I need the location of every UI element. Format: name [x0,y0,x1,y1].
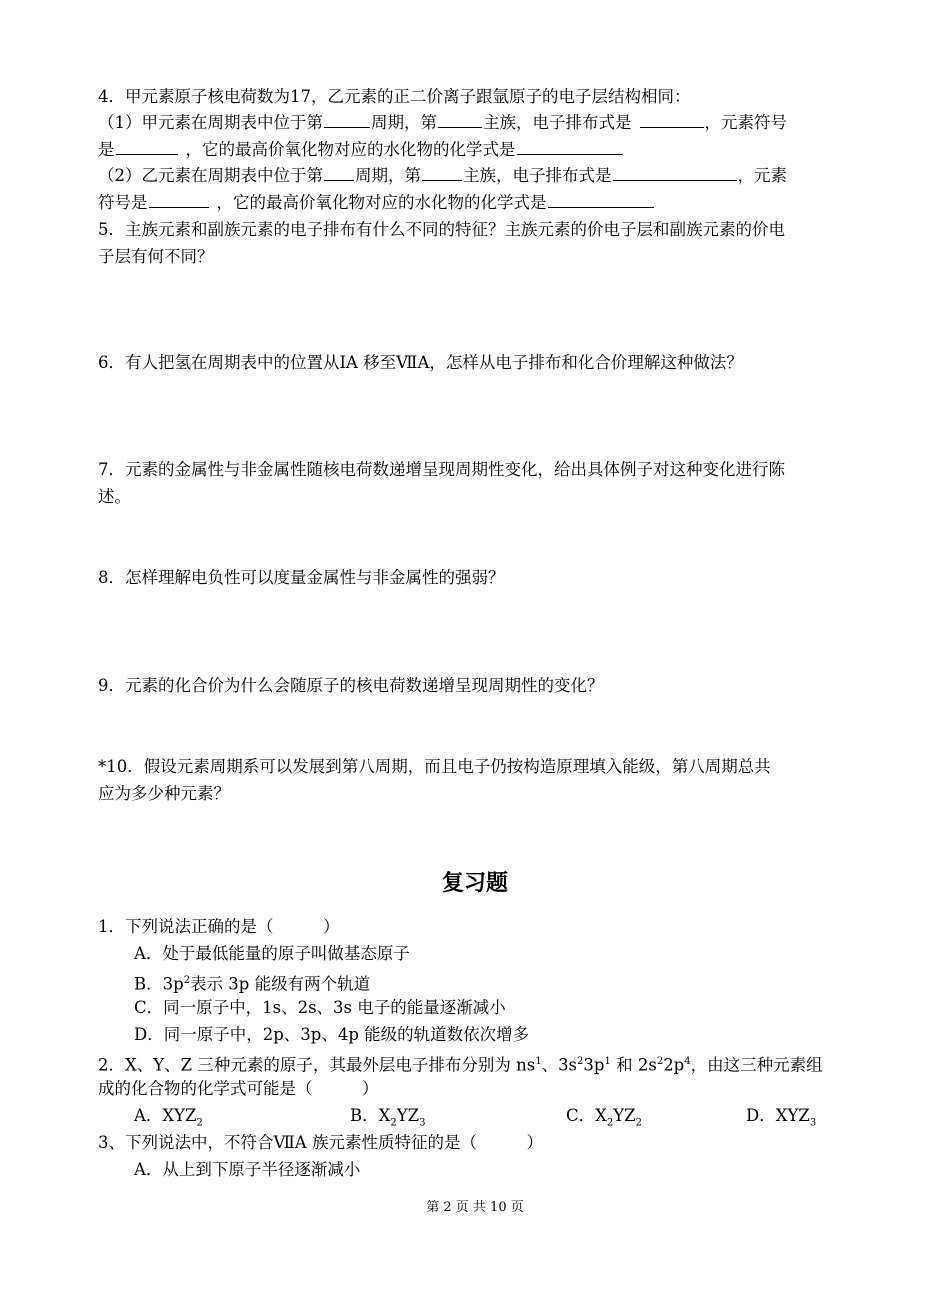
r2-sup: 2 [656,1056,664,1067]
q4-part1-line1 [98,110,787,136]
r3-option-a[interactable]: A．从上到下原子半径逐渐减小 [134,1160,361,1179]
answer-blank[interactable] [640,110,704,128]
q4-part2-line2 [98,190,655,216]
q4-part2-line1 [98,163,787,189]
answer-blank[interactable] [517,137,623,155]
r1-b-text2: 表示 3p 能级有两个轨道 [190,974,371,994]
answer-blank[interactable] [548,190,654,208]
r1-option-b[interactable] [134,968,370,998]
q4-p2-text-c: 主族，电子排布式是 [463,166,612,185]
review-section-title: 复习题 [441,871,508,896]
r2-sup: 4 [684,1056,691,1067]
q7-line2: 述。 [98,487,131,506]
r2-text: 2．X、Y、Z 三种元素的原子，其最外层电子排布分别为 ns [98,1055,536,1075]
q10-line1: *10．假设元素周期系可以发展到第八周期，而且电子仍按构造原理填入能级，第八周期总共 [98,757,771,776]
answer-blank[interactable] [324,110,370,128]
r2-a-text: A．XYZ [134,1106,197,1125]
r2-option-d[interactable] [746,1103,816,1136]
q4-stem: 4．甲元素原子核电荷数为17，乙元素的正二价离子跟氩原子的电子层结构相同： [98,87,691,106]
r1-option-d[interactable]: D．同一原子中，2p、3p、4p 能级的轨道数依次增多 [134,1025,530,1044]
answer-blank[interactable] [438,110,482,128]
answer-blank[interactable] [613,163,737,181]
r2-text: 2p [663,1055,685,1075]
answer-blank[interactable] [149,190,209,208]
q8-text: 8．怎样理解电负性可以度量金属性与非金属性的强弱？ [98,568,505,587]
q4-p2-text-d: ，元素 [737,166,787,185]
r2-c-text: C．X [566,1106,607,1125]
q4-p1-text-e: 是 [98,140,115,159]
r2-text: 3p [583,1055,605,1075]
r1-stem: 1．下列说法正确的是（ ） [98,917,340,936]
r2-sup: 1 [604,1056,611,1067]
r1-b-sup: 2 [183,975,191,986]
q4-p1-text-c: 主族，电子排布式是 [483,113,632,132]
q10-line2: 应为多少种元素？ [98,784,230,803]
q5-line1: 5．主族元素和副族元素的电子排布有什么不同的特征？主族元素的价电子层和副族元素的价电 [98,220,785,239]
r2-line1 [98,1049,823,1079]
q4-p1-text-f: ，它的最高价氧化物对应的水化物的化学式是 [185,140,516,159]
r2-b-sub2: 3 [419,1117,426,1129]
r3-stem: 3、下列说法中，不符合ⅦA 族元素性质特征的是（ ） [98,1133,543,1152]
q5-line2: 子层有何不同？ [98,247,214,266]
r2-text: 和 2s [610,1055,657,1075]
r2-b-sub: 2 [390,1117,397,1129]
r2-d-text: D．XYZ [746,1106,810,1125]
answer-blank[interactable] [324,163,354,181]
r2-c-sub2: 2 [635,1117,642,1129]
r2-b-text: B．X [350,1106,391,1125]
q4-p2-text-b: 周期，第 [355,166,421,185]
q4-p2-text-a: （2）乙元素在周期表中位于第 [98,166,323,185]
q4-p2-text-f: ，它的最高价氧化物对应的水化物的化学式是 [216,193,547,212]
answer-blank[interactable] [422,163,462,181]
r2-line2: 成的化合物的化学式可能是（ ） [98,1079,379,1098]
r2-text: ，由这三种元素组 [690,1055,823,1075]
q4-p1-text-b: 周期，第 [371,113,437,132]
q4-p2-text-e: 符号是 [98,193,148,212]
r2-c-sub: 2 [606,1117,614,1129]
r2-d-sub: 3 [809,1117,817,1129]
r1-option-c[interactable]: C．同一原子中，1s、2s、3s 电子的能量逐渐减小 [134,998,506,1017]
r1-option-a[interactable]: A．处于最低能量的原子叫做基态原子 [134,944,410,963]
page-number-footer: 第 2 页 共 10 页 [426,1200,524,1215]
q9-text: 9．元素的化合价为什么会随原子的核电荷数递增呈现周期性的变化？ [98,676,604,695]
q6-text: 6．有人把氢在周期表中的位置从ⅠA 移至ⅦA，怎样从电子排布和化合价理解这种做法？ [98,353,743,372]
q4-p1-text-d: ，元素符号 [704,113,787,132]
q4-part1-line2 [98,137,624,163]
q7-line1: 7．元素的金属性与非金属性随核电荷数递增呈现周期性变化，给出具体例子对这种变化进行陈 [98,460,785,479]
r2-option-c[interactable] [566,1103,642,1136]
r2-b-text2: YZ [396,1106,420,1125]
r2-sup: 1 [535,1056,542,1067]
r2-c-text2: YZ [613,1106,636,1125]
r2-a-sub: 2 [196,1117,203,1129]
r1-b-text: B．3p [134,974,184,994]
r2-text: 、3s [541,1055,578,1075]
q4-p1-text-a: （1）甲元素在周期表中位于第 [98,113,323,132]
r2-sup: 2 [577,1056,584,1067]
answer-blank[interactable] [116,137,178,155]
